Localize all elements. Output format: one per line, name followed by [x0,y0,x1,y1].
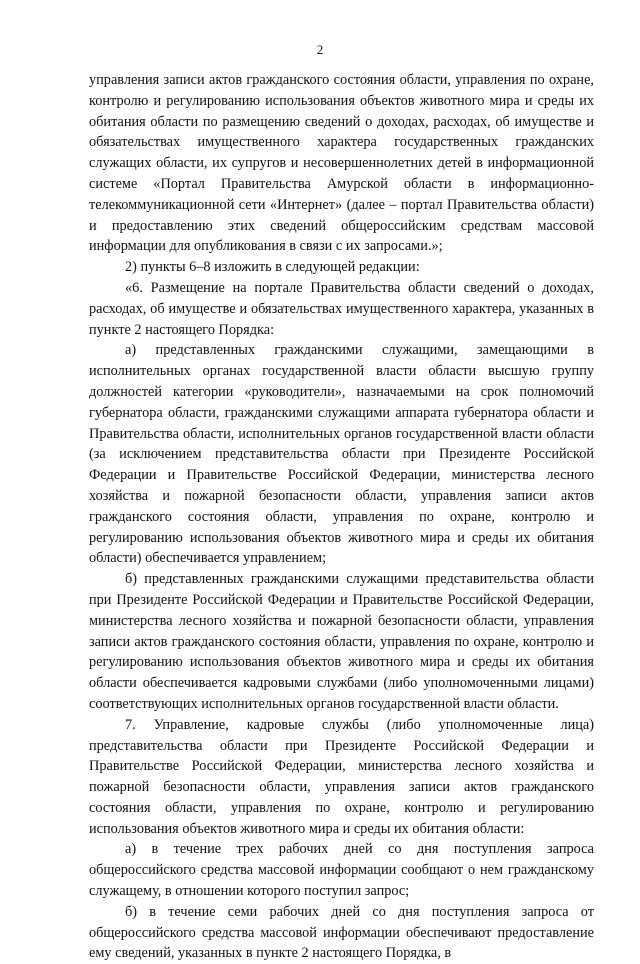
document-body [89,70,594,964]
paragraph-point-7-a: а) в течение трех рабочих дней со дня поступления запроса общероссийского средства массовой информации сообщают о нем гражданскому служащему, в отношении которого поступил запрос; [89,841,594,900]
page-number: 2 [316,42,324,57]
paragraph-continuation: управления записи актов гражданского состояния области, управления по охране, контролю и регулированию использования объектов животного мира и среды их обитания области по размещению сведений о доходах, расходах, об имуществе и обязательствах имущественного характера государственных гражданских служащих области, их супругов и несовершеннолетних детей в информационной системе «Портал Правительства Амурской области в информационно-телекоммуникационной сети «Интернет» (далее – портал Правительства области) и предоставлению этих сведений общероссийским средствам массовой информации для опубликования в связи с их запросами.»; [89,72,594,255]
paragraph-item-2: 2) пункты 6–8 изложить в следующей редакции: [125,259,420,276]
paragraph-point-6: «6. Размещение на портале Правительства области сведений о доходах, расходах, об имуществе и обязательствах имущественного характера, указанных в пункте 2 настоящего Порядка: [89,279,594,338]
paragraph-subpoint-b: б) представленных гражданскими служащими представительства области при Президенте Российской Федерации и Правительстве Российской Федерации, министерства лесного хозяйства и пожарной безопасности области, управления записи актов гражданского состояния области, управления по охране, контролю и регулированию использования объектов животного мира и среды их обитания области обеспечивается кадровыми службами (либо уполномоченными лицами) соответствующих исполнительных органов государственной власти области. [89,571,594,712]
paragraph-subpoint-a: а) представленных гражданскими служащими, замещающими в исполнительных органах государственной власти области высшую группу должностей категории «руководители», назначаемыми на срок полномочий губернатора области, гражданскими служащими аппарата губернатора области и Правительства области, исполнительных органов государственной власти области (за исключением представительства области при Президенте Российской Федерации и Правительстве Российской Федерации, министерства лесного хозяйства и пожарной безопасности области, управления записи актов гражданского состояния области, управления по охране, контролю и регулированию использования объектов животного мира и среды их обитания области) обеспечивается управлением; [89,342,594,567]
paragraph-point-7-b: б) в течение семи рабочих дней со дня поступления запроса от общероссийского средства массовой информации обеспечивают предоставление ему сведений, указанных в пункте 2 настоящего Порядка, в [89,903,594,962]
paragraph-point-7: 7. Управление, кадровые службы (либо уполномоченные лица) представительства области при Президенте Российской Федерации и Правительстве Российской Федерации, министерства лесного хозяйства и пожарной безопасности области, управления записи актов гражданского состояния области, управления по охране, контролю и регулированию использования объектов животного мира и среды их обитания области: [89,716,594,837]
